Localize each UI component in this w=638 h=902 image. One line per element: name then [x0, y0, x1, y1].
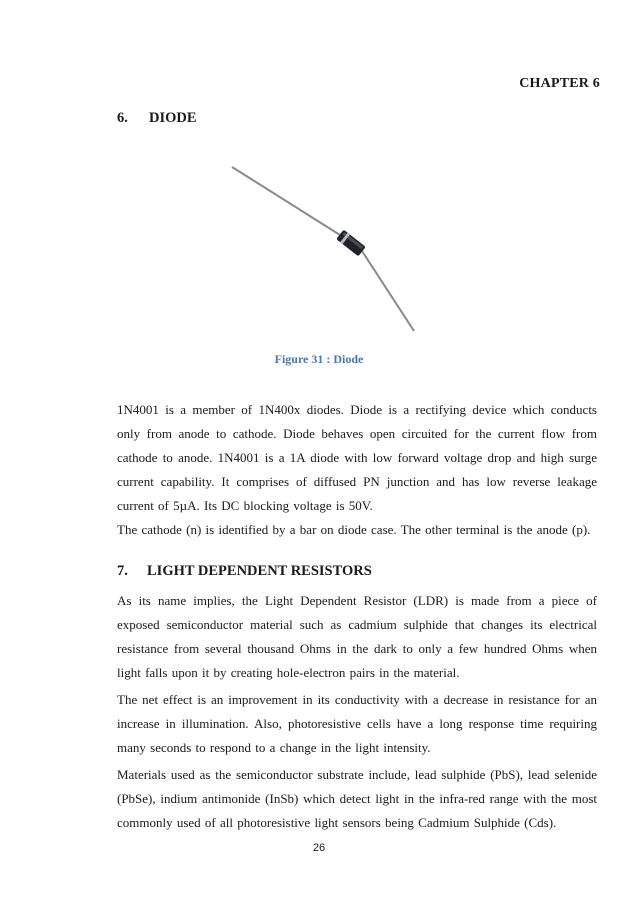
paragraph: 1N4001 is a member of 1N400x diodes. Diode is a rectifying device which conducts only from anode to cathode. Diode behaves open circuited for the current flow from cathode to anode. 1N4001 is a 1A diode with low forward voltage drop and high surge current capability. It comprises of diffused PN junction and has low reverse leakage current of 5µA. Its DC blocking voltage is 50V. [117, 402, 597, 513]
diode-photo [222, 155, 422, 345]
diode-lead-right [362, 251, 414, 331]
figure-caption: Figure 31 : Diode [274, 352, 364, 366]
section-title: DIODE [149, 110, 197, 126]
diode-description [117, 398, 597, 542]
diode-lead-left [232, 167, 340, 235]
section-number: 7. [117, 563, 128, 579]
section-number: 6. [117, 110, 128, 126]
section-title: LIGHT DEPENDENT RESISTORS [147, 563, 372, 579]
ldr-description [117, 589, 597, 835]
paragraph: The cathode (n) is identified by a bar on diode case. The other terminal is the anode (p). [117, 522, 591, 537]
paragraph: As its name implies, the Light Dependent Resistor (LDR) is made from a piece of exposed semiconductor material such as cadmium sulphide that changes its electrical resistance from several thousand Ohms in the dark to only a few hundred Ohms when light falls upon it by creating hole-electron pairs in the material. [117, 593, 597, 680]
diode-body [336, 230, 365, 257]
paragraph: The net effect is an improvement in its conductivity with a decrease in resistance for an increase in illumination. Also, photoresistive cells have a long response time requiring many seconds to respond to a change in the light intensity. [117, 692, 597, 755]
chapter-label: CHAPTER 6 [519, 76, 600, 91]
section-heading-ldr [117, 563, 372, 580]
section-heading-diode [117, 110, 197, 127]
page-number: 26 [312, 842, 326, 854]
paragraph: Materials used as the semiconductor substrate include, lead sulphide (PbS), lead selenide (PbSe), indium antimonide (InSb) which detect light in the infra-red range with the most commonly used of all photoresistive light sensors being Cadmium Sulphide (Cds). [117, 767, 597, 830]
